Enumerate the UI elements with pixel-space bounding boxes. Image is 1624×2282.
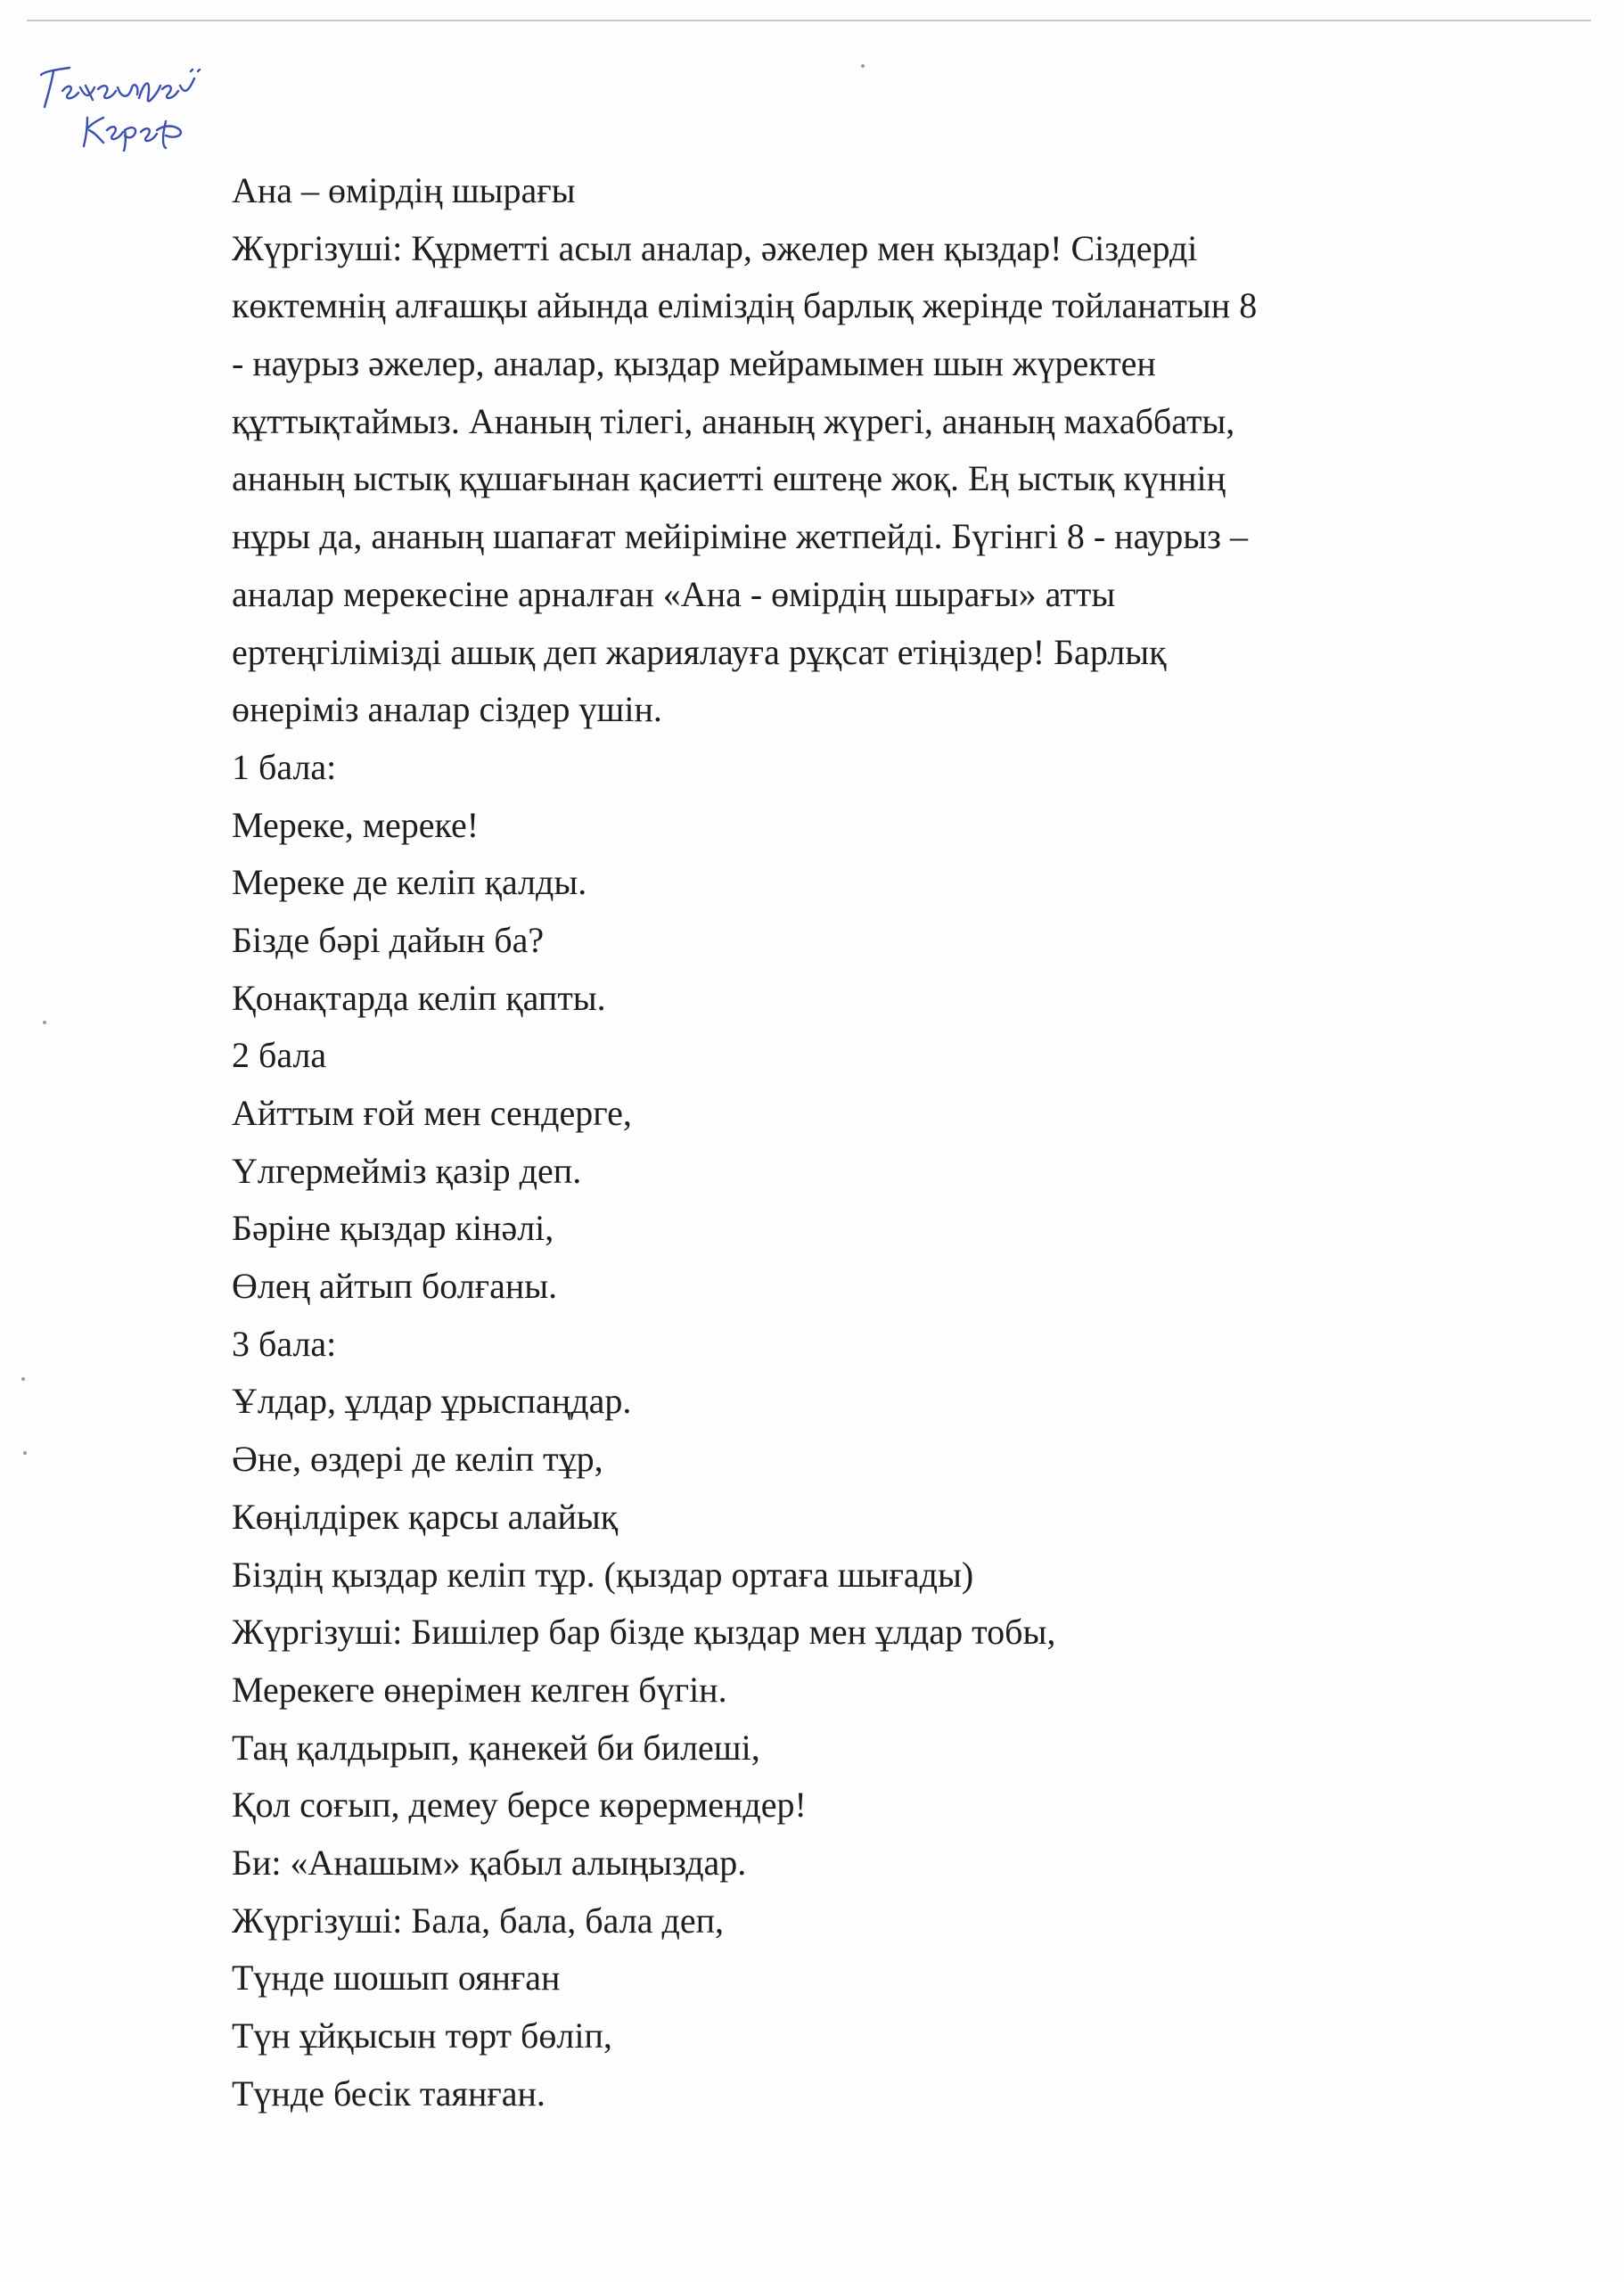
poem-line: Бізде бәрі дайын ба?	[232, 919, 545, 960]
text-line: нұры да, ананың шапағат мейіріміне жетпейді. Бүгінгі 8 - наурыз –	[232, 516, 1248, 557]
scan-speck	[43, 1021, 46, 1024]
poem-line: Мереке де келіп қалды.	[232, 862, 587, 903]
scan-speck	[861, 64, 865, 68]
poem-line: Көңілдірек қарсы алайық	[232, 1496, 619, 1537]
text-line: құттықтаймыз. Ананың тілегі, ананың жүрегі, ананың махаббаты,	[232, 400, 1235, 441]
poem-line: Айттым ғой мен сендерге,	[232, 1093, 632, 1133]
poem-line: Өлең айтып болғаны.	[232, 1266, 558, 1307]
speaker-label: 2 бала	[232, 1035, 327, 1076]
scan-speck	[23, 1451, 27, 1455]
document-body	[232, 162, 1551, 2122]
text-line: ананың ыстық құшағынан қасиетті ештеңе жоқ. Ең ыстық күннің	[232, 458, 1226, 499]
text-line: көктемнің алғашқы айында еліміздің барлық жерінде тойланатын 8	[232, 285, 1258, 326]
text-line: ертеңгілімізді ашық деп жариялауға рұқсат етіңіздер! Барлық	[232, 631, 1167, 672]
speaker-label: 3 бала:	[232, 1323, 337, 1364]
poem-line: Түнде шошып оянған	[232, 1958, 561, 1999]
text-line: Жүргізуші: Бала, бала, бала деп,	[232, 1900, 724, 1941]
poem-line: Мерекеге өнерімен келген бүгін.	[232, 1669, 727, 1710]
document-title: Ана – өмірдің шырағы	[232, 170, 576, 210]
poem-line: Түн ұйқысын төрт бөліп,	[232, 2015, 612, 2056]
text-line: өнеріміз аналар сіздер үшін.	[232, 689, 662, 730]
text-line: аналар мерекесіне арналған «Ана - өмірдің шырағы» атты	[232, 573, 1116, 614]
text-line: Би: «Анашым» қабыл алыңыздар.	[232, 1842, 747, 1883]
poem-line: Әне, өздері де келіп тұр,	[232, 1439, 603, 1480]
speaker-label: 1 бала:	[232, 746, 337, 787]
poem-line: Үлгермейміз қазір деп.	[232, 1150, 582, 1191]
text-line: Жүргізуші: Құрметті асыл аналар, әжелер мен қыздар! Сіздерді	[232, 227, 1198, 268]
text-line: Жүргізуші: Бишілер бар бізде қыздар мен ұлдар тобы,	[232, 1612, 1056, 1653]
poem-line: Ұлдар, ұлдар ұрыспаңдар.	[232, 1381, 632, 1422]
poem-line: Мереке, мереке!	[232, 804, 480, 845]
scan-speck	[21, 1377, 25, 1381]
handwritten-signature	[18, 36, 223, 152]
page-top-edge-line	[27, 20, 1591, 21]
poem-line: Түнде бесік таянған.	[232, 2073, 545, 2114]
poem-line: Біздің қыздар келіп тұр. (қыздар ортаға шығады)	[232, 1554, 974, 1595]
poem-line: Қонақтарда келіп қапты.	[232, 977, 606, 1018]
text-line: - наурыз әжелер, аналар, қыздар мейрамымен шын жүректен	[232, 343, 1156, 384]
poem-line: Бәріне қыздар кінәлі,	[232, 1208, 554, 1249]
poem-line: Қол соғып, демеу берсе көрермендер!	[232, 1785, 807, 1826]
poem-line: Таң қалдырып, қанекей би билеші,	[232, 1727, 760, 1768]
